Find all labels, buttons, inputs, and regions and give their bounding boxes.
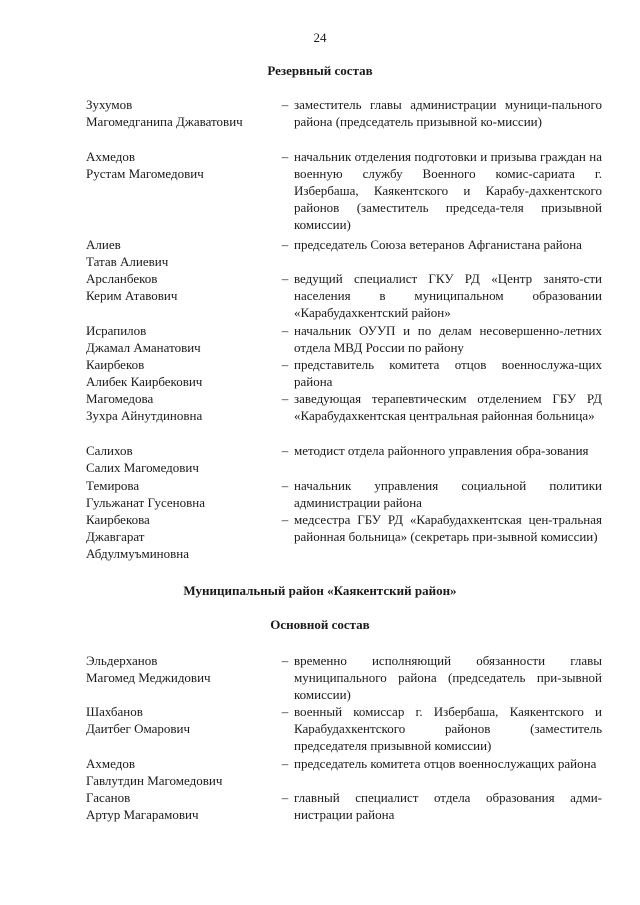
member-role: заведующая терапевтическим отделением ГБУ РД «Карабудахкентская центральная районная больница» xyxy=(294,391,602,423)
dash-separator: – xyxy=(281,653,289,668)
section-title-district: Муниципальный район «Каякентский район» xyxy=(183,583,457,598)
member-role: председатель Союза ветеранов Афганистана района xyxy=(294,237,582,252)
member-name: Темирова Гульжанат Гусеновна xyxy=(86,478,205,510)
member-name: Исрапилов Джамал Аманатович xyxy=(86,323,201,355)
member-role: начальник управления социальной политики администрации района xyxy=(294,478,602,510)
member-role: начальник ОУУП и по делам несовершенно-летних отдела МВД России по району xyxy=(294,323,602,355)
dash-separator: – xyxy=(281,323,289,338)
dash-separator: – xyxy=(281,357,289,372)
dash-separator: – xyxy=(281,478,289,493)
dash-separator: – xyxy=(281,756,289,771)
member-name: Ахмедов Гавлутдин Магомедович xyxy=(86,756,223,788)
dash-separator: – xyxy=(281,149,289,164)
member-role: председатель комитета отцов военнослужащих района xyxy=(294,756,597,771)
member-name: Эльдерханов Магомед Меджидович xyxy=(86,653,211,685)
member-name: Салихов Салих Магомедович xyxy=(86,443,199,475)
member-name: Зухумов Магомедганипа Джаватович xyxy=(86,97,243,129)
dash-separator: – xyxy=(281,512,289,527)
member-name: Шахбанов Даитбег Омарович xyxy=(86,704,190,736)
member-role: временно исполняющий обязанности главы муниципального района (председатель при-зывной комиссии) xyxy=(294,653,602,702)
member-name: Гасанов Артур Магарамович xyxy=(86,790,199,822)
member-role: методист отдела районного управления обра-зования xyxy=(294,443,589,458)
member-role: представитель комитета отцов военнослужа-щих района xyxy=(294,357,602,389)
member-name: Алиев Татав Алиевич xyxy=(86,237,169,269)
member-name: Ахмедов Рустам Магомедович xyxy=(86,149,204,181)
page-number: 24 xyxy=(313,30,327,45)
member-role: медсестра ГБУ РД «Карабудахкентская цен-тральная районная больница» (секретарь при-зывной комиссии) xyxy=(294,512,602,544)
member-role: начальник отделения подготовки и призыва граждан на военную службу Военного комис-сариата г. Избербаша, Каякентского и Карабу-дахкентского районов (заместитель председа-теля призывной комиссии) xyxy=(294,149,602,232)
member-role: ведущий специалист ГКУ РД «Центр занято-сти населения в муниципальном образовании «Карабудахкентский район» xyxy=(294,271,602,320)
member-name: Каирбекова Джавгарат Абдулмуъминовна xyxy=(86,512,190,561)
section-title-reserve: Резервный состав xyxy=(267,63,373,78)
dash-separator: – xyxy=(281,97,289,112)
member-name: Магомедова Зухра Айнутдиновна xyxy=(86,391,203,423)
dash-separator: – xyxy=(281,443,289,458)
member-role: главный специалист отдела образования адми-нистрации района xyxy=(294,790,602,822)
dash-separator: – xyxy=(281,790,289,805)
member-name: Каирбеков Алибек Каирбекович xyxy=(86,357,203,389)
dash-separator: – xyxy=(281,391,289,406)
member-name: Арсланбеков Керим Атавович xyxy=(86,271,178,303)
dash-separator: – xyxy=(281,237,289,252)
dash-separator: – xyxy=(281,271,289,286)
dash-separator: – xyxy=(281,704,289,719)
member-role: военный комиссар г. Избербаша, Каякентского и Карабудахкентского районов (заместитель председателя призывной комиссии) xyxy=(294,704,602,753)
member-role: заместитель главы администрации муници-пального района (председатель призывной ко-миссии) xyxy=(294,97,602,129)
section-title-main: Основной состав xyxy=(270,617,370,632)
